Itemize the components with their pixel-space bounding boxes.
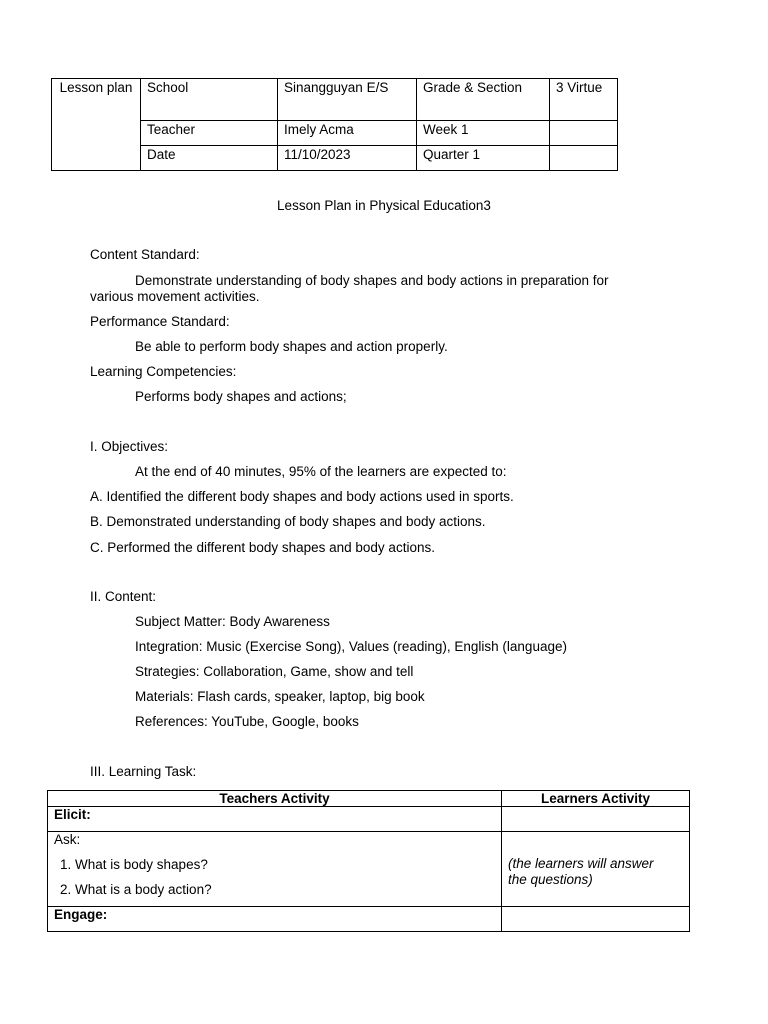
empty-cell [502, 907, 690, 932]
empty-cell [550, 121, 618, 146]
ask-label: Ask: [54, 832, 81, 847]
objective-item: C. Performed the different body shapes and body actions. [90, 540, 435, 555]
lesson-plan-label: Lesson plan [59, 80, 133, 95]
objective-item: A. Identified the different body shapes and body actions used in sports. [90, 489, 514, 504]
content-item: Integration: Music (Exercise Song), Values (reading), English (language) [135, 639, 567, 654]
question-item: 1. What is body shapes? [60, 857, 208, 872]
school-value: Sinangguyan E/S [278, 79, 417, 121]
learners-answer-cell [502, 832, 690, 907]
empty-cell [550, 146, 618, 171]
date-label: Date [141, 146, 278, 171]
school-label: School [141, 79, 278, 121]
content-standard-text-2: various movement activities. [90, 289, 260, 304]
teacher-value: Imely Acma [278, 121, 417, 146]
week-cell: Week 1 [417, 121, 550, 146]
performance-standard-heading: Performance Standard: [90, 314, 230, 329]
performance-standard-text: Be able to perform body shapes and action properly. [135, 339, 448, 354]
teacher-label: Teacher [141, 121, 278, 146]
content-item: Subject Matter: Body Awareness [135, 614, 330, 629]
objectives-heading: I. Objectives: [90, 439, 169, 454]
engage-label: Engage: [48, 907, 502, 932]
elicit-label: Elicit: [48, 807, 502, 832]
objectives-intro: At the end of 40 minutes, 95% of the learners are expected to: [135, 464, 507, 479]
col-teachers-activity: Teachers Activity [48, 791, 502, 807]
content-item: Strategies: Collaboration, Game, show and tell [135, 664, 414, 679]
grade-label: Grade & Section [417, 79, 550, 121]
learning-task-table [47, 790, 690, 932]
empty-cell [502, 807, 690, 832]
lesson-header-table [51, 78, 618, 171]
content-item: Materials: Flash cards, speaker, laptop, big book [135, 689, 425, 704]
learner-answer-line: the questions) [508, 872, 593, 887]
learner-answer-line: (the learners will answer [508, 856, 654, 871]
content-standard-heading: Content Standard: [90, 247, 200, 262]
quarter-cell: Quarter 1 [417, 146, 550, 171]
learning-competencies-heading: Learning Competencies: [90, 364, 237, 379]
learning-competencies-text: Performs body shapes and actions; [135, 389, 347, 404]
grade-value: 3 Virtue [550, 79, 618, 121]
content-heading: II. Content: [90, 589, 157, 604]
col-learners-activity: Learners Activity [502, 791, 690, 807]
learning-task-heading: III. Learning Task: [90, 764, 197, 779]
question-item: 2. What is a body action? [60, 882, 212, 897]
lesson-plan-cell [52, 79, 141, 171]
objective-item: B. Demonstrated understanding of body shapes and body actions. [90, 514, 486, 529]
content-standard-text-1: Demonstrate understanding of body shapes and body actions in preparation for [135, 273, 609, 288]
content-item: References: YouTube, Google, books [135, 714, 359, 729]
teachers-ask-cell [48, 832, 502, 907]
document-title: Lesson Plan in Physical Education3 [277, 198, 491, 213]
date-value: 11/10/2023 [278, 146, 417, 171]
